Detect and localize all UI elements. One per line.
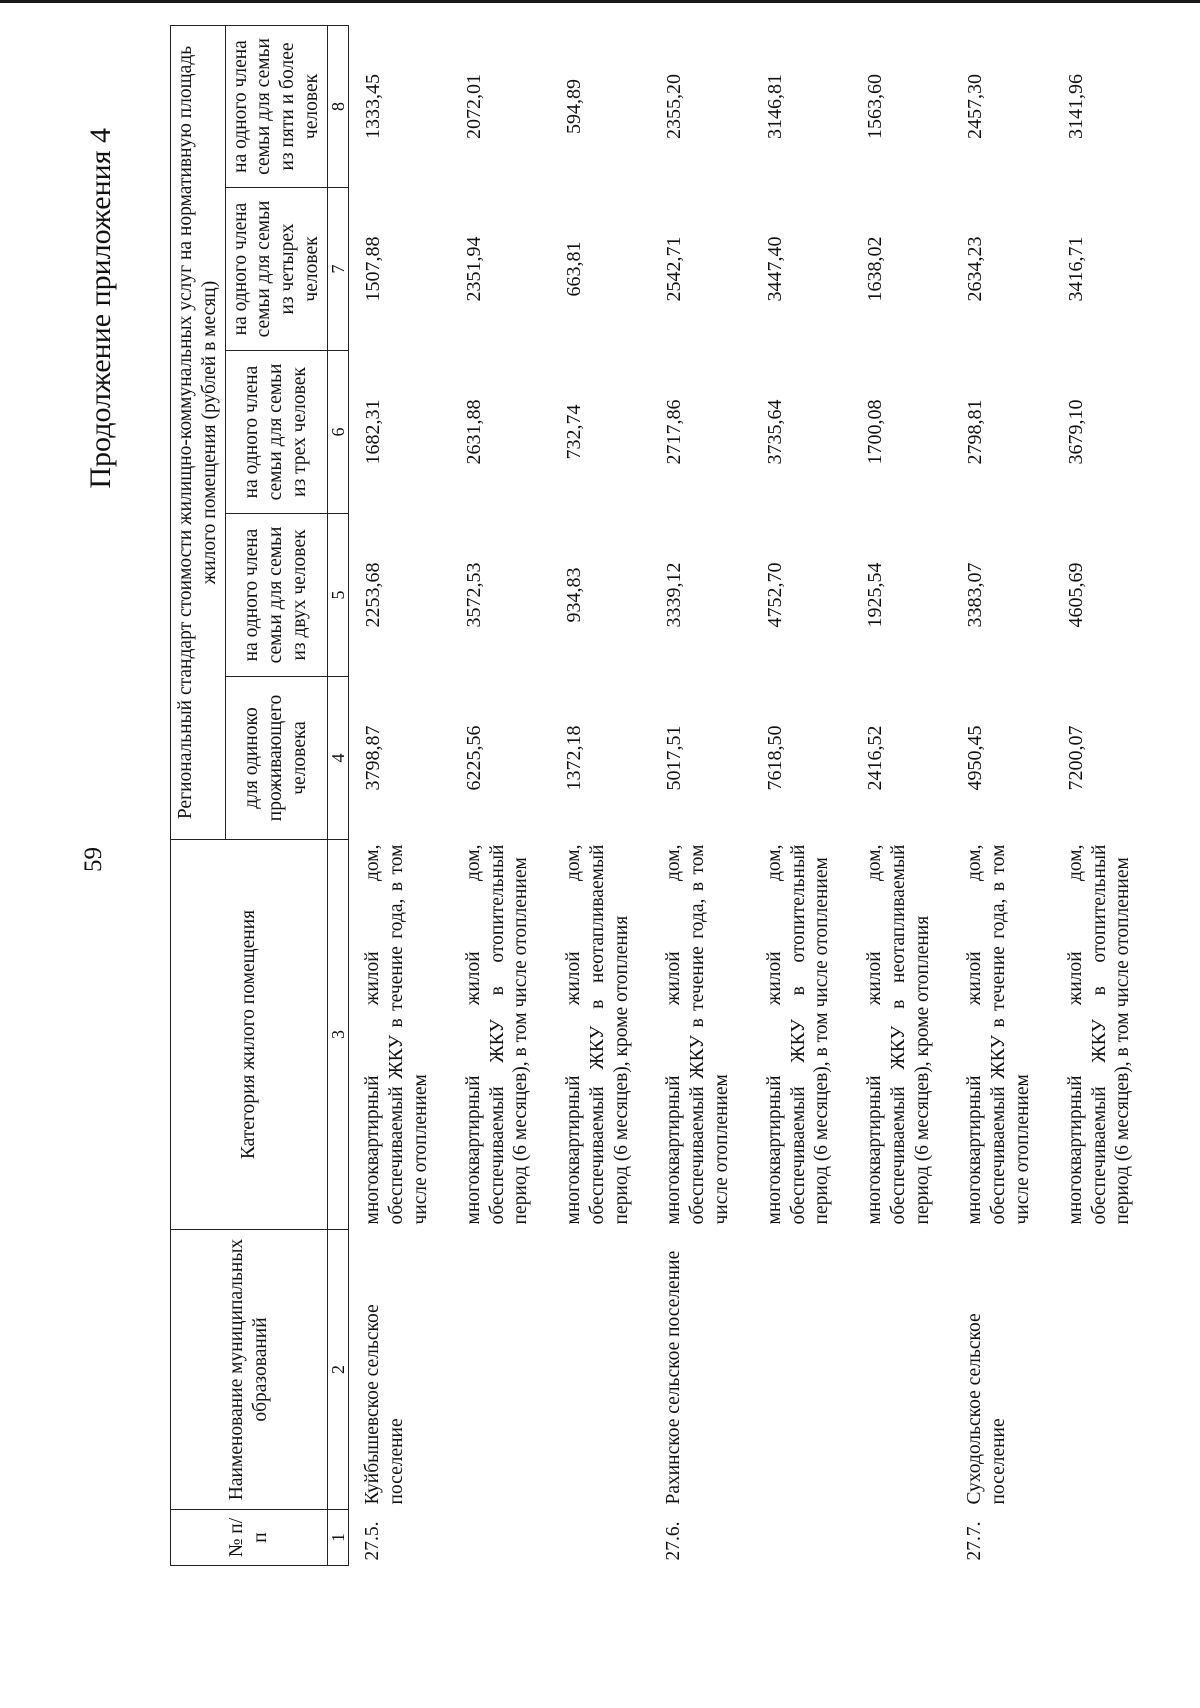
value-single-person: 3798,87 xyxy=(362,725,385,791)
value-family-of-three: 3679,10 xyxy=(1064,399,1087,465)
value-family-of-five-plus: 2355,20 xyxy=(663,74,686,139)
value-family-of-five-plus: 3146,81 xyxy=(763,74,786,139)
header-family-of-three: на одного члена семьи для семьи из трех человек xyxy=(225,351,327,514)
row-number: 27.5. xyxy=(362,1521,384,1561)
municipality-name xyxy=(860,1230,960,1510)
value-single-person: 5017,51 xyxy=(663,725,686,791)
value-family-of-four: 3416,71 xyxy=(1064,236,1087,302)
table-row xyxy=(349,26,459,1566)
municipality-name: Суходольское сельское поселение xyxy=(964,1313,1010,1505)
value-family-of-five-plus: 1333,45 xyxy=(362,74,385,139)
value-single-person: 7618,50 xyxy=(763,725,786,791)
row-number xyxy=(1061,1510,1161,1566)
value-family-of-five-plus: 2457,30 xyxy=(964,74,987,139)
row-number xyxy=(559,1510,659,1566)
value-single-person: 6225,56 xyxy=(462,725,485,791)
value-family-of-two: 4752,70 xyxy=(763,562,786,628)
value-family-of-two: 934,83 xyxy=(563,567,586,623)
header-family-of-five-plus: на одного члена семьи для семьи из пяти и более человек xyxy=(225,26,327,188)
housing-category: многоквартирный жилой дом, обеспечиваемый ЖКУ в течение года, в том числе отоплением xyxy=(964,844,1033,1225)
column-number: 2 xyxy=(327,1230,349,1510)
value-family-of-three: 3735,64 xyxy=(763,399,786,465)
value-family-of-two: 4605,69 xyxy=(1064,562,1087,628)
value-family-of-two: 3572,53 xyxy=(462,562,485,628)
housing-category: многоквартирный жилой дом, обеспечиваемый ЖКУ в неотапливаемый период (6 месяцев), кроме отопления xyxy=(563,844,632,1225)
header-regional-standard: Региональный стандарт стоимости жилищно-коммунальных услуг на нормативную площадь жилого помещения (рублей в месяц) xyxy=(171,26,226,840)
header-no: № п/п xyxy=(171,1510,328,1566)
value-family-of-four: 2542,71 xyxy=(663,236,686,302)
value-single-person: 7200,07 xyxy=(1064,725,1087,791)
value-family-of-three: 2717,86 xyxy=(663,399,686,465)
column-number: 6 xyxy=(327,351,349,514)
column-number: 1 xyxy=(327,1510,349,1566)
municipality-name xyxy=(459,1230,559,1510)
header-family-of-four: на одного члена семьи для семьи из четырех человек xyxy=(225,188,327,351)
column-number: 3 xyxy=(327,840,349,1230)
table-row xyxy=(559,26,659,1566)
header-column-numbers xyxy=(327,26,349,1566)
row-number xyxy=(860,1510,960,1566)
housing-category: многоквартирный жилой дом, обеспечиваемый ЖКУ в течение года, в том числе отоплением xyxy=(663,844,732,1225)
header-single-person: для одиноко проживающего человека xyxy=(225,677,327,840)
housing-category: многоквартирный жилой дом, обеспечиваемый ЖКУ в неотапливаемый период (6 месяцев), кроме отопления xyxy=(864,844,933,1225)
value-family-of-four: 3447,40 xyxy=(763,236,786,302)
housing-category: многоквартирный жилой дом, обеспечиваемый ЖКУ в отопительный период (6 месяцев), в том числе отоплением xyxy=(462,844,532,1225)
row-number xyxy=(459,1510,559,1566)
value-family-of-five-plus: 3141,96 xyxy=(1064,74,1087,139)
value-single-person: 4950,45 xyxy=(964,725,987,791)
housing-category: многоквартирный жилой дом, обеспечиваемый ЖКУ в отопительный период (6 месяцев), в том числе отоплением xyxy=(1064,844,1134,1225)
value-family-of-three: 1700,08 xyxy=(864,399,887,465)
column-number: 8 xyxy=(327,26,349,188)
value-family-of-two: 2253,68 xyxy=(362,562,385,628)
appendix-caption: Продолжение приложения 4 xyxy=(84,128,117,489)
header-category: Категория жилого помещения xyxy=(171,840,328,1230)
value-family-of-four: 1638,02 xyxy=(864,236,887,302)
column-number: 5 xyxy=(327,514,349,677)
row-number xyxy=(760,1510,860,1566)
municipality-name xyxy=(760,1230,860,1510)
header-family-of-two: на одного члена семьи для семьи из двух человек xyxy=(225,514,327,677)
value-family-of-five-plus: 1563,60 xyxy=(864,74,887,139)
column-number: 7 xyxy=(327,188,349,351)
municipality-name: Рахинское сельское поселение xyxy=(663,1250,685,1505)
table-row xyxy=(1061,26,1161,1566)
value-family-of-three: 2798,81 xyxy=(964,399,987,465)
value-family-of-five-plus: 2072,01 xyxy=(462,74,485,139)
value-family-of-five-plus: 594,89 xyxy=(563,79,586,134)
value-family-of-two: 3383,07 xyxy=(964,562,987,628)
value-family-of-two: 3339,12 xyxy=(663,562,686,628)
value-family-of-three: 1682,31 xyxy=(362,399,385,465)
municipality-name xyxy=(1061,1230,1161,1510)
value-family-of-three: 2631,88 xyxy=(462,399,485,465)
column-number: 4 xyxy=(327,677,349,840)
value-single-person: 2416,52 xyxy=(864,725,887,791)
table-row xyxy=(860,26,960,1566)
table-row xyxy=(659,26,759,1566)
municipality-name: Куйбышевское сельское поселение xyxy=(362,1304,408,1505)
header-row-main xyxy=(171,26,226,1566)
value-family-of-four: 1507,88 xyxy=(362,236,385,302)
table-row xyxy=(760,26,860,1566)
value-family-of-two: 1925,54 xyxy=(864,562,887,628)
value-family-of-four: 663,81 xyxy=(563,241,586,297)
housing-category: многоквартирный жилой дом, обеспечиваемый ЖКУ в течение года, в том числе отоплением xyxy=(362,844,431,1225)
row-number: 27.6. xyxy=(663,1521,685,1561)
table-row xyxy=(459,26,559,1566)
value-family-of-three: 732,74 xyxy=(563,404,586,460)
table-row xyxy=(960,26,1060,1566)
page-number: 59 xyxy=(80,847,107,872)
housing-cost-standards-table xyxy=(170,25,1161,1566)
value-single-person: 1372,18 xyxy=(563,725,586,791)
housing-category: многоквартирный жилой дом, обеспечиваемый ЖКУ в отопительный период (6 месяцев), в том числе отоплением xyxy=(763,844,833,1225)
municipality-name xyxy=(559,1230,659,1510)
header-municipality: Наименование муниципальных образований xyxy=(171,1230,328,1510)
value-family-of-four: 2351,94 xyxy=(462,236,485,302)
value-family-of-four: 2634,23 xyxy=(964,236,987,302)
row-number: 27.7. xyxy=(964,1521,986,1561)
